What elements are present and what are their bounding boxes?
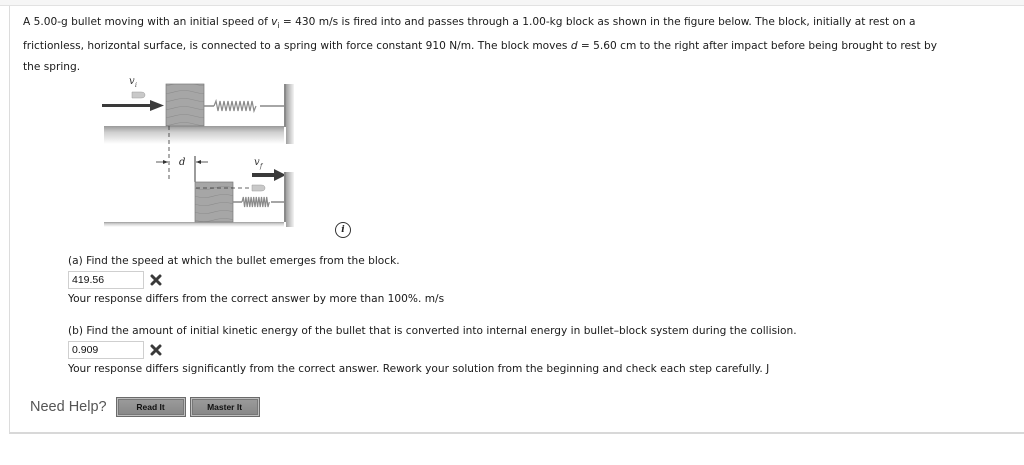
diagram-svg: [94, 72, 304, 227]
vi-label: v: [129, 76, 135, 87]
read-it-button[interactable]: [116, 397, 186, 417]
part-a-answer-input[interactable]: 419.56: [68, 271, 144, 289]
need-help-row: [30, 395, 264, 419]
need-help-label: Need Help?: [30, 399, 107, 415]
bullet-icon: [132, 92, 145, 98]
question-text-segment: frictionless, horizontal surface, is connected to a spring with force constant 910 N/m. The block moves: [23, 40, 571, 52]
part-b: [68, 323, 797, 378]
incorrect-x-icon: [150, 344, 162, 356]
velocity-arrow-icon: [102, 104, 152, 107]
part-b-answer-row: [68, 340, 797, 360]
read-it-label: Read It: [118, 399, 184, 415]
master-it-label: Master It: [192, 399, 258, 415]
part-a: [68, 253, 444, 308]
question-line-2: [23, 36, 1023, 57]
block-icon: [166, 84, 204, 126]
bullet-block-spring-figure: [94, 72, 304, 227]
svg-text:f: f: [260, 163, 263, 170]
velocity-final-arrow-icon: [252, 173, 274, 177]
incorrect-x-icon: [150, 274, 162, 286]
info-icon[interactable]: i: [335, 222, 351, 238]
vf-label: v: [254, 157, 260, 168]
svg-text:i: i: [135, 82, 137, 89]
part-a-prompt: (a) Find the speed at which the bullet emerges from the block.: [68, 255, 400, 267]
part-b-feedback: Your response differs significantly from the correct answer. Rework your solution from the beginning and check each step carefully. J: [68, 363, 770, 375]
question-text-segment: A 5.00-g bullet moving with an initial speed of: [23, 16, 272, 28]
compressed-spring-icon: [242, 197, 269, 207]
vi-subscript: i: [277, 21, 280, 30]
part-b-prompt: (b) Find the amount of initial kinetic energy of the bullet that is converted into internal energy in bullet–block system during the collision.: [68, 325, 797, 337]
question-panel: [9, 6, 1024, 434]
master-it-button[interactable]: [190, 397, 260, 417]
part-a-feedback: Your response differs from the correct answer by more than 100%. m/s: [68, 293, 445, 305]
d-label: d: [179, 157, 186, 168]
question-statement: [23, 12, 1023, 78]
question-text-segment: = 5.60 cm to the right after impact before being brought to rest by: [577, 40, 938, 52]
part-a-answer-row: [68, 270, 444, 290]
question-line-3: the spring.: [23, 61, 81, 73]
d-symbol: d: [570, 40, 578, 52]
spring-icon: [214, 101, 256, 111]
part-b-answer-input[interactable]: 0.909: [68, 341, 144, 359]
question-line-1: [23, 12, 1023, 36]
vi-symbol: v: [271, 16, 278, 28]
question-text-segment: = 430 m/s is fired into and passes through a 1.00-kg block as shown in the figure below. The block, initially at rest on a: [279, 16, 916, 28]
